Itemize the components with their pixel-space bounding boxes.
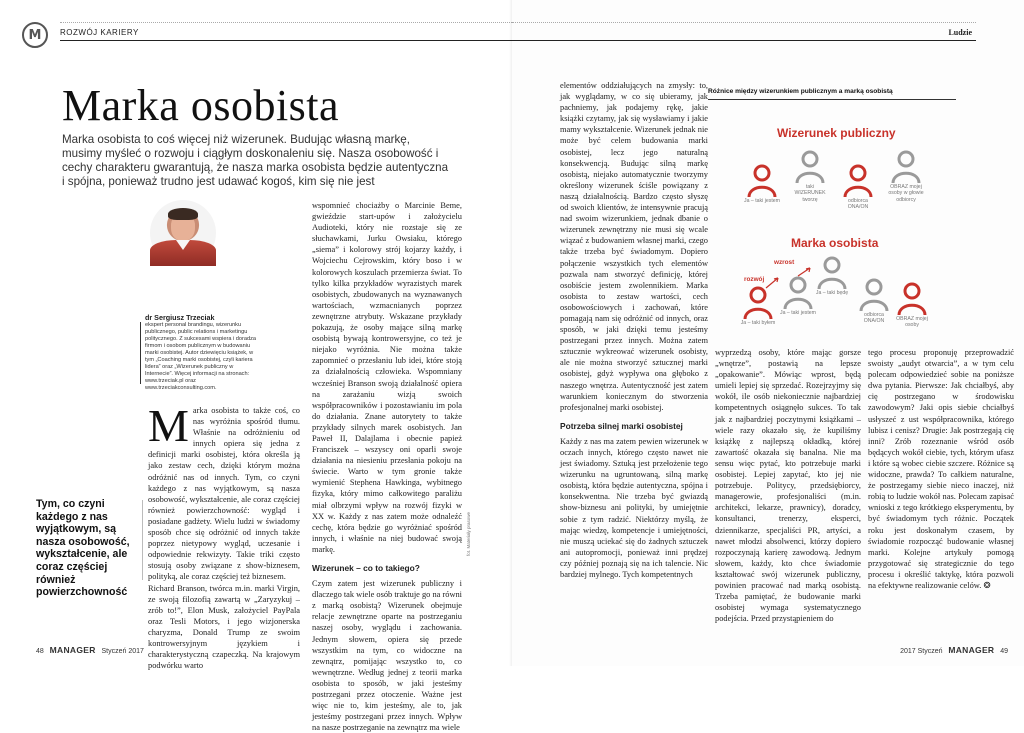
diagram-heading-personal-brand: Marka osobista [791, 236, 879, 250]
column-3-text-2: Każdy z nas ma zatem pewien wizerunek w oczach innych, którego często nawet nie jest świadomy. Sztuką jest przełożenie tego wizerunku na ugruntowaną, silną markę osobistą, która będzie autentyczna, spójna i konsekwentna. Nie trzeba być gwiazdą show-biznesu ani polityki, by umiejętnie sobie z tym radzić. Niektórzy myślą, że mając wiedzę, kompetencje i umiejętności, nie muszą uciekać się do żadnych sztuczek ani autopromocji, ponieważ inni prędzej czy później poznają się na ich talencie. Nic bardziej mylnego. Tych kompetentnych [560, 436, 708, 580]
person-icon [843, 164, 873, 198]
diagram-rule [708, 99, 956, 100]
page-number-right: 49 [1000, 648, 1008, 655]
header-dotted-rule-right [512, 22, 976, 23]
diagram-title: Różnice między wizerunkiem publicznym a marką osobistą [708, 88, 893, 95]
figure-caption: OBRAZ mojej osoby [896, 316, 928, 329]
figure-ja-taki-bylem [738, 286, 778, 326]
figure-caption: OBRAZ mojej osoby w głowie odbiorcy [888, 184, 924, 203]
section-label-right: Ludzie [948, 28, 972, 37]
figure-obraz [886, 150, 926, 203]
footer-date-right: 2017 Styczeń [900, 648, 943, 655]
column-1-text-2: Richard Branson, twórca m.in. marki Virgin, ze swoją filozofią zawartą w „Zaryzykuj – zrób to!”, Elon Musk, założyciel PayPala oraz Tesli Motors, i jego wizjonerska charyzma, Donald Trump ze swoim kontrowersyjnym językiem i charakterystyczną czapeczką. Na krajowym podwórku warto [148, 583, 300, 671]
section-logo-icon [22, 22, 48, 48]
figure-caption: odbiorca ONA/ON [847, 198, 869, 211]
column-5 [868, 347, 1014, 591]
figure-odbiorca-2 [854, 278, 894, 325]
figure-ja-taki-jestem [742, 164, 782, 204]
footer-left [36, 645, 144, 655]
diagram-heading-public-image: Wizerunek publiczny [777, 126, 896, 140]
section-label: ROZWÓJ KARIERY [60, 28, 139, 37]
bio-rule [140, 322, 141, 384]
column-2-subhead: Wizerunek – co to takiego? [312, 563, 420, 573]
column-2-text-2: Czym zatem jest wizerunek publiczny i dlaczego tak wiele osób traktuje go na równi z marką osobistą? Wizerunek obejmuje relacje zewnętrzne oparte na postrzeganiu naszej osoby, wyglądu i zachowania. Jednym słowem, opiera się przede wszystkim na tym, co widoczne na zewnątrz, pomijając wszystko to, co wewnętrzne. Według jednej z teorii marka osobista to sposób, w jaki jesteśmy postrzegani przez otoczenie. Ważne jest więc nie to, kim jesteśmy, ale to, jak jesteśmy postrzegani przez innych. Wpływ na nasze postrzeganie na zewnątrz ma wiele [312, 579, 463, 733]
figure-caption: Ja – taki byłem [740, 320, 776, 326]
figure-odbiorca [838, 164, 878, 211]
person-icon [747, 164, 777, 198]
person-icon [897, 282, 927, 316]
article-lead: Marka osobista to coś więcej niż wizerunek. Budując własną markę, musimy myśleć o rozwoju i ciągłym doskonaleniu się. Nasza osobowość i cechy charakteru gwarantują, że nasza marka osobista będzie autentyczna i spójna, ponieważ trudno jest udawać kogoś, kim się nie jest [62, 133, 449, 188]
person-icon [891, 150, 921, 184]
header-rule-right [512, 40, 976, 41]
author-name: dr Sergiusz Trzeciak [145, 313, 215, 322]
column-3-text: elementów oddziałujących na zmysły: to, jak wyglądamy, w co się ubieramy, jak pachniemy, jak podajemy rękę, jakie książki czytamy, jak się wysławiamy i jakie mamy wykształcenie. Wizerunek jednak nie może być celem budowania marki osobistej, lecz jego naturalną konsekwencją. Budując silną markę osobistą, niejako automatycznie tworzymy określony wizerunek ściśle powiązany z naszą działalnością. Bardzo często słyszę od swoich klientów, że intensywnie pracują nad swoim wizerunkiem, jednak dbanie o wizerunek zewnętrzny nie musi się wcale wiązać z budowaniem własnej marki, czego także trzeba być świadomym. Dopiero połączenie wszystkich tych elementów pozwala nam stworzyć definicję, której osobiście jestem zwolennikiem. Marka osobista to zestaw wartości, cech osobowościowych i zachowań, które pomagają nam się odróżnić od innych, oraz sposób, w jaki dzięki temu jesteśmy postrzegani przez innych. Można zatem sztucznie wykreować wizerunek osobisty, ale nie można stworzyć sztucznej marki osobistej, gdyż wypływa ona głęboko z naszego wnętrza. Autentyczność jest zatem warunkiem koniecznym do stworzenia profesjonalnej marki osobistej. [560, 81, 708, 412]
header-dotted-rule [60, 22, 512, 23]
growth-arrows-icon [762, 266, 822, 292]
column-2 [312, 200, 462, 733]
page-number-left: 48 [36, 648, 44, 655]
photo-credit: fot. Materiały prasowe [466, 511, 471, 556]
figure-caption: Ja – taki jestem [743, 198, 781, 204]
pull-quote: Tym, co czyni każdego z nas wyjątkowym, są nasza osobowość, wykształcenie, ale coraz częściej również powierzchowność [36, 498, 130, 599]
author-portrait [150, 200, 216, 266]
column-2-text: wspomnieć chociażby o Marcinie Beme, gwieździe start-upów i założycielu Audioteki, który nie rozstaje się ze słuchawkami, Jurku Owsiaku, którego „siema” i kolorowy strój kojarzy każdy, i Wojciechu Cejrowskim, który boso i w kolorowych koszulach przemierza świat. To tylko kilka przykładów wyrazistych marek osobistych, zbudowanych na wyznawanych wartościach, wzmacnianych poprzez zewnętrzne atrybuty. Wskazane przykłady pokazują, że osoby mające silną markę osobistą bywają kontrowersyjne, co też je niejako wyróżnia. Nie można także zapomnieć o przesłaniu lub idei, które stoją za działalnością człowieka. Wspomniany wcześniej Branson swoją działalność opiera na zarażaniu wizją swoich współpracowników i pozostawianiu im pola do działania. Znane autorytety to także przykłady silnych marek osobistych. Jan Paweł II, Dalajlama i obecnie papież Franciszek – wszyscy oni oparli swoje działania na niesieniu przesłania pokoju na świecie. Warto w tym gronie także wymienić Stephena Hawkinga, wybitnego fizyka, który mimo całkowitego paraliżu miał olbrzymi wpływ na rozwój fizyki w XX w. Każdy z nas zatem może odnaleźć cechę, która będzie go wyróżniać spośród innych, i właśnie na niej budować swoją markę. [312, 201, 462, 554]
author-bio: ekspert personal brandingu, wizerunku publicznego, public relations i marketingu politycznego. Z sukcesami wspiera i doradza firmom i osobom publicznym w budowaniu marki osobistej. Autor dziewięciu książek, w tym „Coaching marki osobistej, czyli kariera lidera” oraz „Wizerunek publiczny w Internecie”. Więcej informacji na stronach: www.trzeciak.pl oraz www.trzeciakconsulting.com. [145, 322, 256, 391]
figure-obraz-2 [892, 282, 932, 329]
right-page [512, 0, 1024, 666]
arrow-label-wzrost: wzrost [774, 259, 795, 266]
header-rule [60, 40, 512, 41]
pull-quote-divider [142, 500, 143, 580]
arrow-label-rozwoj: rozwój [744, 276, 765, 283]
footer-date-left: Styczeń 2017 [101, 648, 144, 655]
person-icon [795, 150, 825, 184]
footer-brand-right: MANAGER [948, 645, 995, 655]
column-5-text: tego procesu proponuję przeprowadzić swoisty „audyt otwarcia”, a w tym celu polecam odpowiedzieć sobie na poniższe dwa pytania. Pierwsze: Jak chciałbyś, aby cię postrzegano w środowisku zawodowym? Jaki opis siebie chciałbyś usłyszeć z ust współpracownika, którego lubisz i cenisz? Drugie: Jak postrzegają cię inni? Zrób rozeznanie wśród osób będących wokół ciebie, tych, którym ufasz i które są wobec ciebie szczere. Różnice są widoczne, prawda? To całkiem naturalne, że postrzegamy siebie nieco inaczej, niż robią to ludzie wokół nas. Polecam zapisać wnioski z tego krótkiego eksperymentu, by być świadomym tych różnic. Początek roku jest doskonałym czasem, by świadomie rozpocząć budowanie własnej marki. Kolejne artykuły pomogą przygotować się strategicznie do tego procesu i określić taktykę, która pozwoli na efektywne realizowanie celów. [868, 348, 1014, 590]
logo-letter: M [28, 27, 42, 43]
footer-right [900, 645, 1008, 655]
column-1 [148, 400, 300, 671]
drop-cap: M [148, 400, 189, 451]
figure-caption: Ja – taki jestem [779, 310, 817, 316]
portrait-hair [168, 208, 198, 220]
figure-wizerunek-tworze [790, 150, 830, 203]
column-3-subhead: Potrzeba silnej marki osobistej [560, 420, 683, 431]
column-4-text: wyprzedzą osoby, które mając gorsze „wnętrze”, postawią na lepsze „opakowanie”. Mówiąc wprost, będą umieli lepiej się sprzedać. Rozejrzyjmy się wokół, ile osób niekoniecznie najbardziej kompetentnych osiągnęło sukces. To tak jak z najbardziej poczytnymi książkami – wiele razy okazało się, że kupiliśmy książkę z najlepszą okładką, której zawartość okazała się banalna. Nie ma sensu więc pytać, kto potrzebuje marki osobistej. Lepiej zapytać, kto jej nie potrzebuje. Politycy, przedsiębiorcy, managerowie, profesjonaliści (m.in. architekci, lekarze, prawnicy), doradcy, konsultanci, trenerzy, eksperci, dziennikarze, specjaliści PR, artyści, a nawet młodzi absolwenci, którzy dopiero rozpoczynają karierę zawodową. Jednym słowem, każdy, kto chce świadomie kształtować swój wizerunek publiczny, powinien pracować nad marką osobistą. Trzeba pamiętać, że budowanie marki osobistej wymaga systematycznego podejścia. Przed przystąpieniem do [715, 348, 861, 624]
column-4 [715, 347, 861, 624]
figure-caption: Ja – taki będę [815, 290, 849, 296]
figure-caption: odbiorca ONA/ON [863, 312, 885, 325]
article-title: Marka osobista [62, 81, 340, 130]
column-1-text: arka osobista to także coś, co nas wyróżnia spośród tłumu. Właśnie na odróżnieniu od innych opiera się jedna z definicji marki osobistej, która określa ją jako zestaw cech, dzięki którym można odróżnić nas od innych. Tym, co czyni każdego z nas wyjątkowym, są nasza osobowość, wykształcenie, ale coraz częściej również powierzchowność: wygląd i posiadane gadżety. Wielu ludzi w świadomy sposób chce się odróżnić od innych także poprzez nietypowy wygląd, uczesanie i odpowiednie rekwizyty. Takie triki często stosują osoby związane z show-biznesem, polityką, ale coraz częściej też biznesem. [148, 406, 300, 582]
column-3 [560, 80, 708, 580]
person-icon [859, 278, 889, 312]
footer-brand-left: MANAGER [49, 645, 96, 655]
figure-caption: taki WIZERUNEK tworzę [794, 184, 826, 203]
end-mark: ❂ [983, 580, 991, 590]
